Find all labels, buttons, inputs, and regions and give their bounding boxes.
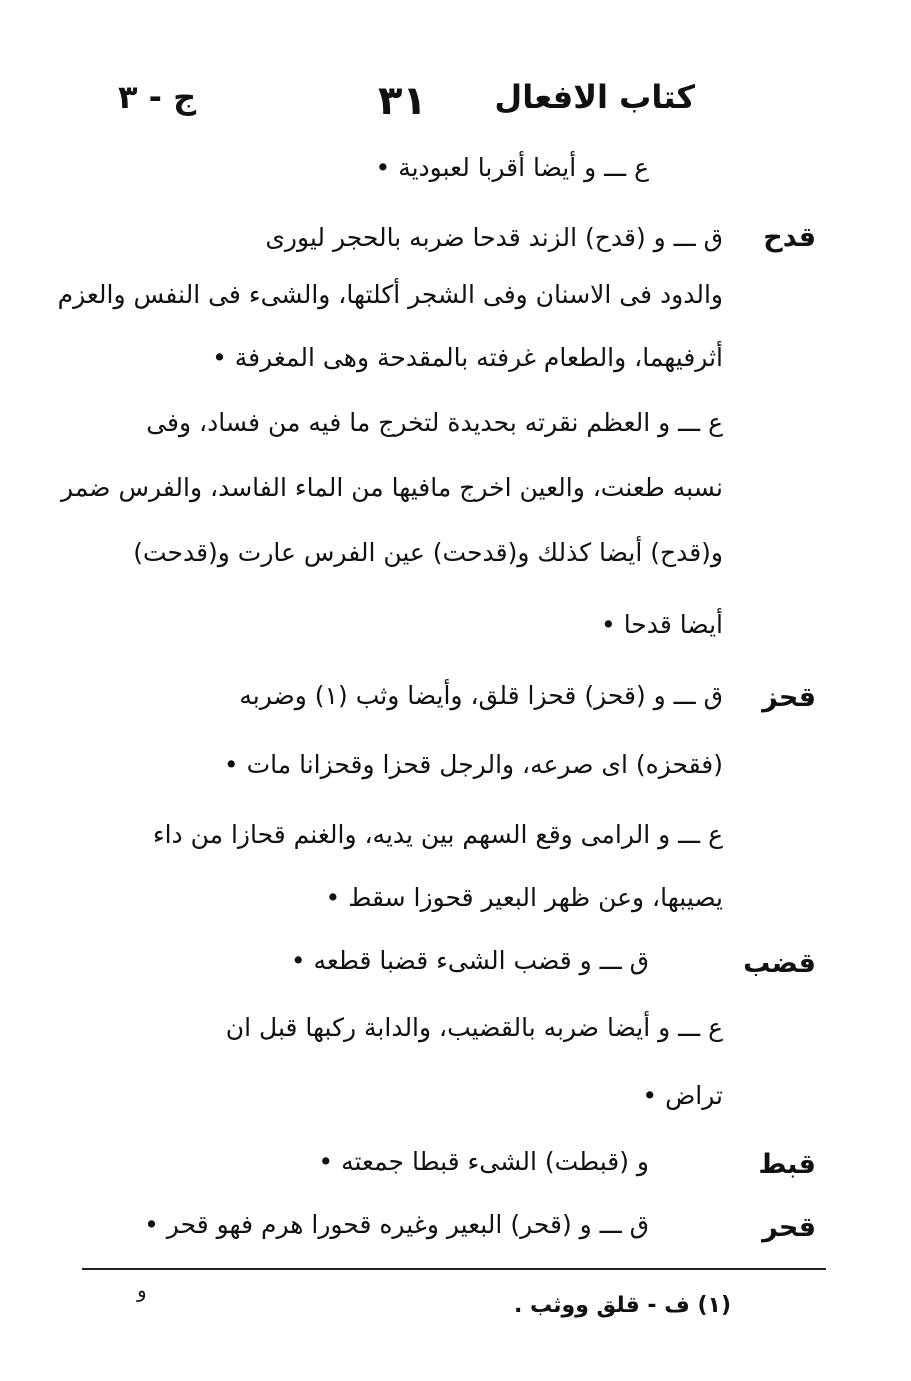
footnote-divider: [82, 1268, 826, 1270]
text-line: أثرفيهما، والطعام غرفته بالمقدحة وهى المغرفة •: [212, 343, 723, 372]
text-line: و (قبطت) الشىء قبطا جمعته •: [318, 1147, 649, 1176]
signature-mark: و: [137, 1278, 147, 1302]
text-line: يصيبها، وعن ظهر البعير قحوزا سقط •: [325, 883, 723, 912]
text-line: ق ـــ و (قدح) الزند قدحا ضربه بالحجر ليورى: [265, 223, 723, 252]
text-line: (فقحزه) اى صرعه، والرجل قحزا وقحزانا مات •: [223, 750, 723, 779]
root-word: قحر: [762, 1212, 816, 1243]
text-line: نسبه طعنت، والعين اخرج مافيها من الماء الفاسد، والفرس ضمر: [61, 473, 723, 502]
volume-label: ج - ٣: [118, 78, 197, 116]
text-line: ع ـــ و الرامى وقع السهم بين يديه، والغنم قحازا من داء: [152, 820, 723, 849]
running-title: كتاب الافعال: [494, 78, 695, 116]
root-word: قضب: [743, 948, 816, 979]
text-line: ق ـــ و قضب الشىء قضبا قطعه •: [290, 946, 649, 975]
text-line: و(قدح) أيضا كذلك و(قدحت) عين الفرس عارت و(قدحت): [133, 538, 723, 567]
text-line: أيضا قدحا •: [601, 610, 723, 639]
root-word: قحز: [762, 682, 816, 713]
footnote: (١) ف - قلق ووثب .: [513, 1293, 731, 1318]
page-number: ٣١: [378, 78, 427, 124]
text-line: والدود فى الاسنان وفى الشجر أكلتها، والشىء فى النفس والعزم: [57, 280, 723, 309]
root-word: قبط: [758, 1149, 816, 1180]
text-line: تراض •: [642, 1081, 723, 1110]
text-line: ق ـــ و (قحر) البعير وغيره قحورا هرم فهو قحر •: [144, 1210, 649, 1239]
text-line: ع ـــ و العظم نقرته بحديدة لتخرج ما فيه من فساد، وفى: [146, 408, 723, 437]
root-word: قدح: [763, 222, 816, 253]
text-line: ق ـــ و (قحز) قحزا قلق، وأيضا وثب (١) وضربه: [239, 681, 723, 710]
text-line: ع ـــ و أيضا أقربا لعبودية •: [375, 153, 649, 182]
text-line: ع ـــ و أيضا ضربه بالقضيب، والدابة ركبها قبل ان: [225, 1013, 723, 1042]
